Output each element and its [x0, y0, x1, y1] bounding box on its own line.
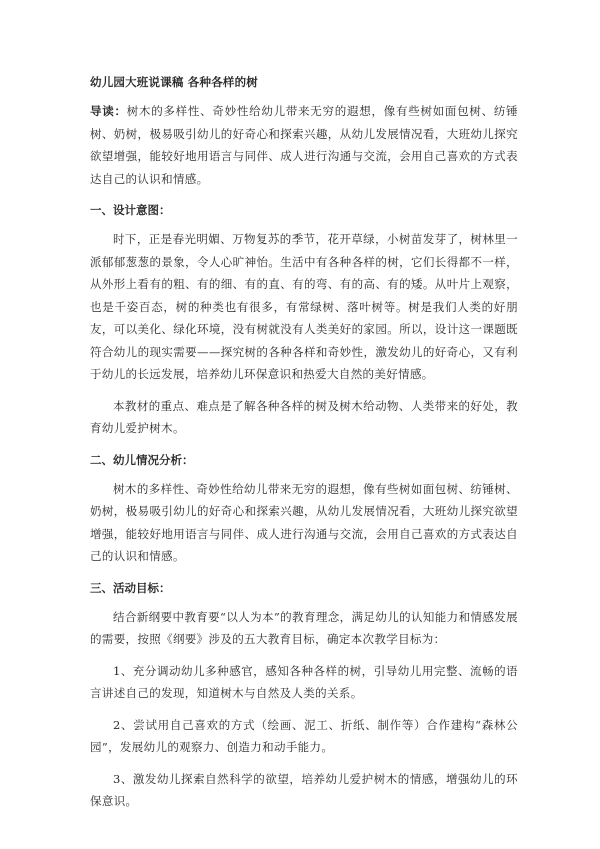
- intro-label: 导读：: [90, 104, 127, 118]
- design-intent-paragraph: 时下，正是春光明媚、万物复苏的季节，花开草绿，小树苗发芽了，树林里一派郁郁葱葱的景象，令人心旷神怡。生活中有各种各样的树，它们长得都不一样，从外形上看有的粗、有的细、有的直、有的弯、有的高、有的矮。从叶片上观察，也是千姿百态，树的种类也有很多，有常绿树、落叶树等。树是我们人类的好朋友，可以美化、绿化环境，没有树就没有人类美好的家园。所以，设计这一课题既符合幼儿的现实需要——探究树的各种各样和奇妙性，激发幼儿的好奇心，又有利于幼儿的长远发展，培养幼儿环保意识和热爱大自然的美好情感。: [90, 232, 518, 381]
- intro-text: 树木的多样性、奇妙性给幼儿带来无穷的遐想，像有些树如面包树、纺锤树、奶树，极易吸引幼儿的好奇心和探索兴趣，从幼儿发展情况看，大班幼儿探究欲望增强，能较好地用语言与同伴、成人进行沟通与交流，会用自己喜欢的方式表达自己的认识和情感。: [90, 104, 518, 186]
- objective-item: 3、激发幼儿探索自然科学的欲望，培养幼儿爱护树木的情感，增强幼儿的环保意识。: [90, 771, 518, 808]
- section-heading-design-intent: 一、设计意图：: [90, 203, 171, 217]
- objective-item: 1、充分调动幼儿多种感官，感知各种各样的树，引导幼儿用完整、流畅的语言讲述自己的发现，知道树木与自然及人类的关系。: [90, 663, 518, 700]
- child-analysis-paragraph: 树木的多样性、奇妙性给幼儿带来无穷的遐想，像有些树如面包树、纺锤树、奶树，极易吸引幼儿的好奇心和探索兴趣，从幼儿发展情况看，大班幼儿探究欲望增强，能较好地用语言与同伴、成人进行沟通与交流，会用自己喜欢的方式表达自己的认识和情感。: [90, 481, 518, 563]
- objectives-intro-paragraph: 结合新纲要中教育要“以人为本”的教育理念，满足幼儿的认知能力和情感发展的需要，按照《纲要》涉及的五大教育目标，确定本次教学目标为：: [90, 609, 518, 646]
- section-heading-objectives: 三、活动目标：: [90, 580, 171, 595]
- objective-item: 2、尝试用自己喜欢的方式（绘画、泥工、折纸、制作等）合作建构“森林公园”，发展幼儿的观察力、创造力和动手能力。: [90, 717, 518, 754]
- intro-paragraph: [90, 100, 518, 190]
- section-heading-child-analysis: 二、幼儿情况分析：: [90, 452, 194, 467]
- document-page: [90, 74, 518, 813]
- document-title: 幼儿园大班说课稿 各种各样的树: [90, 75, 259, 89]
- key-points-paragraph: 本教材的重点、难点是了解各种各样的树及树木给动物、人类带来的好处，教育幼儿爱护树木。: [90, 398, 518, 435]
